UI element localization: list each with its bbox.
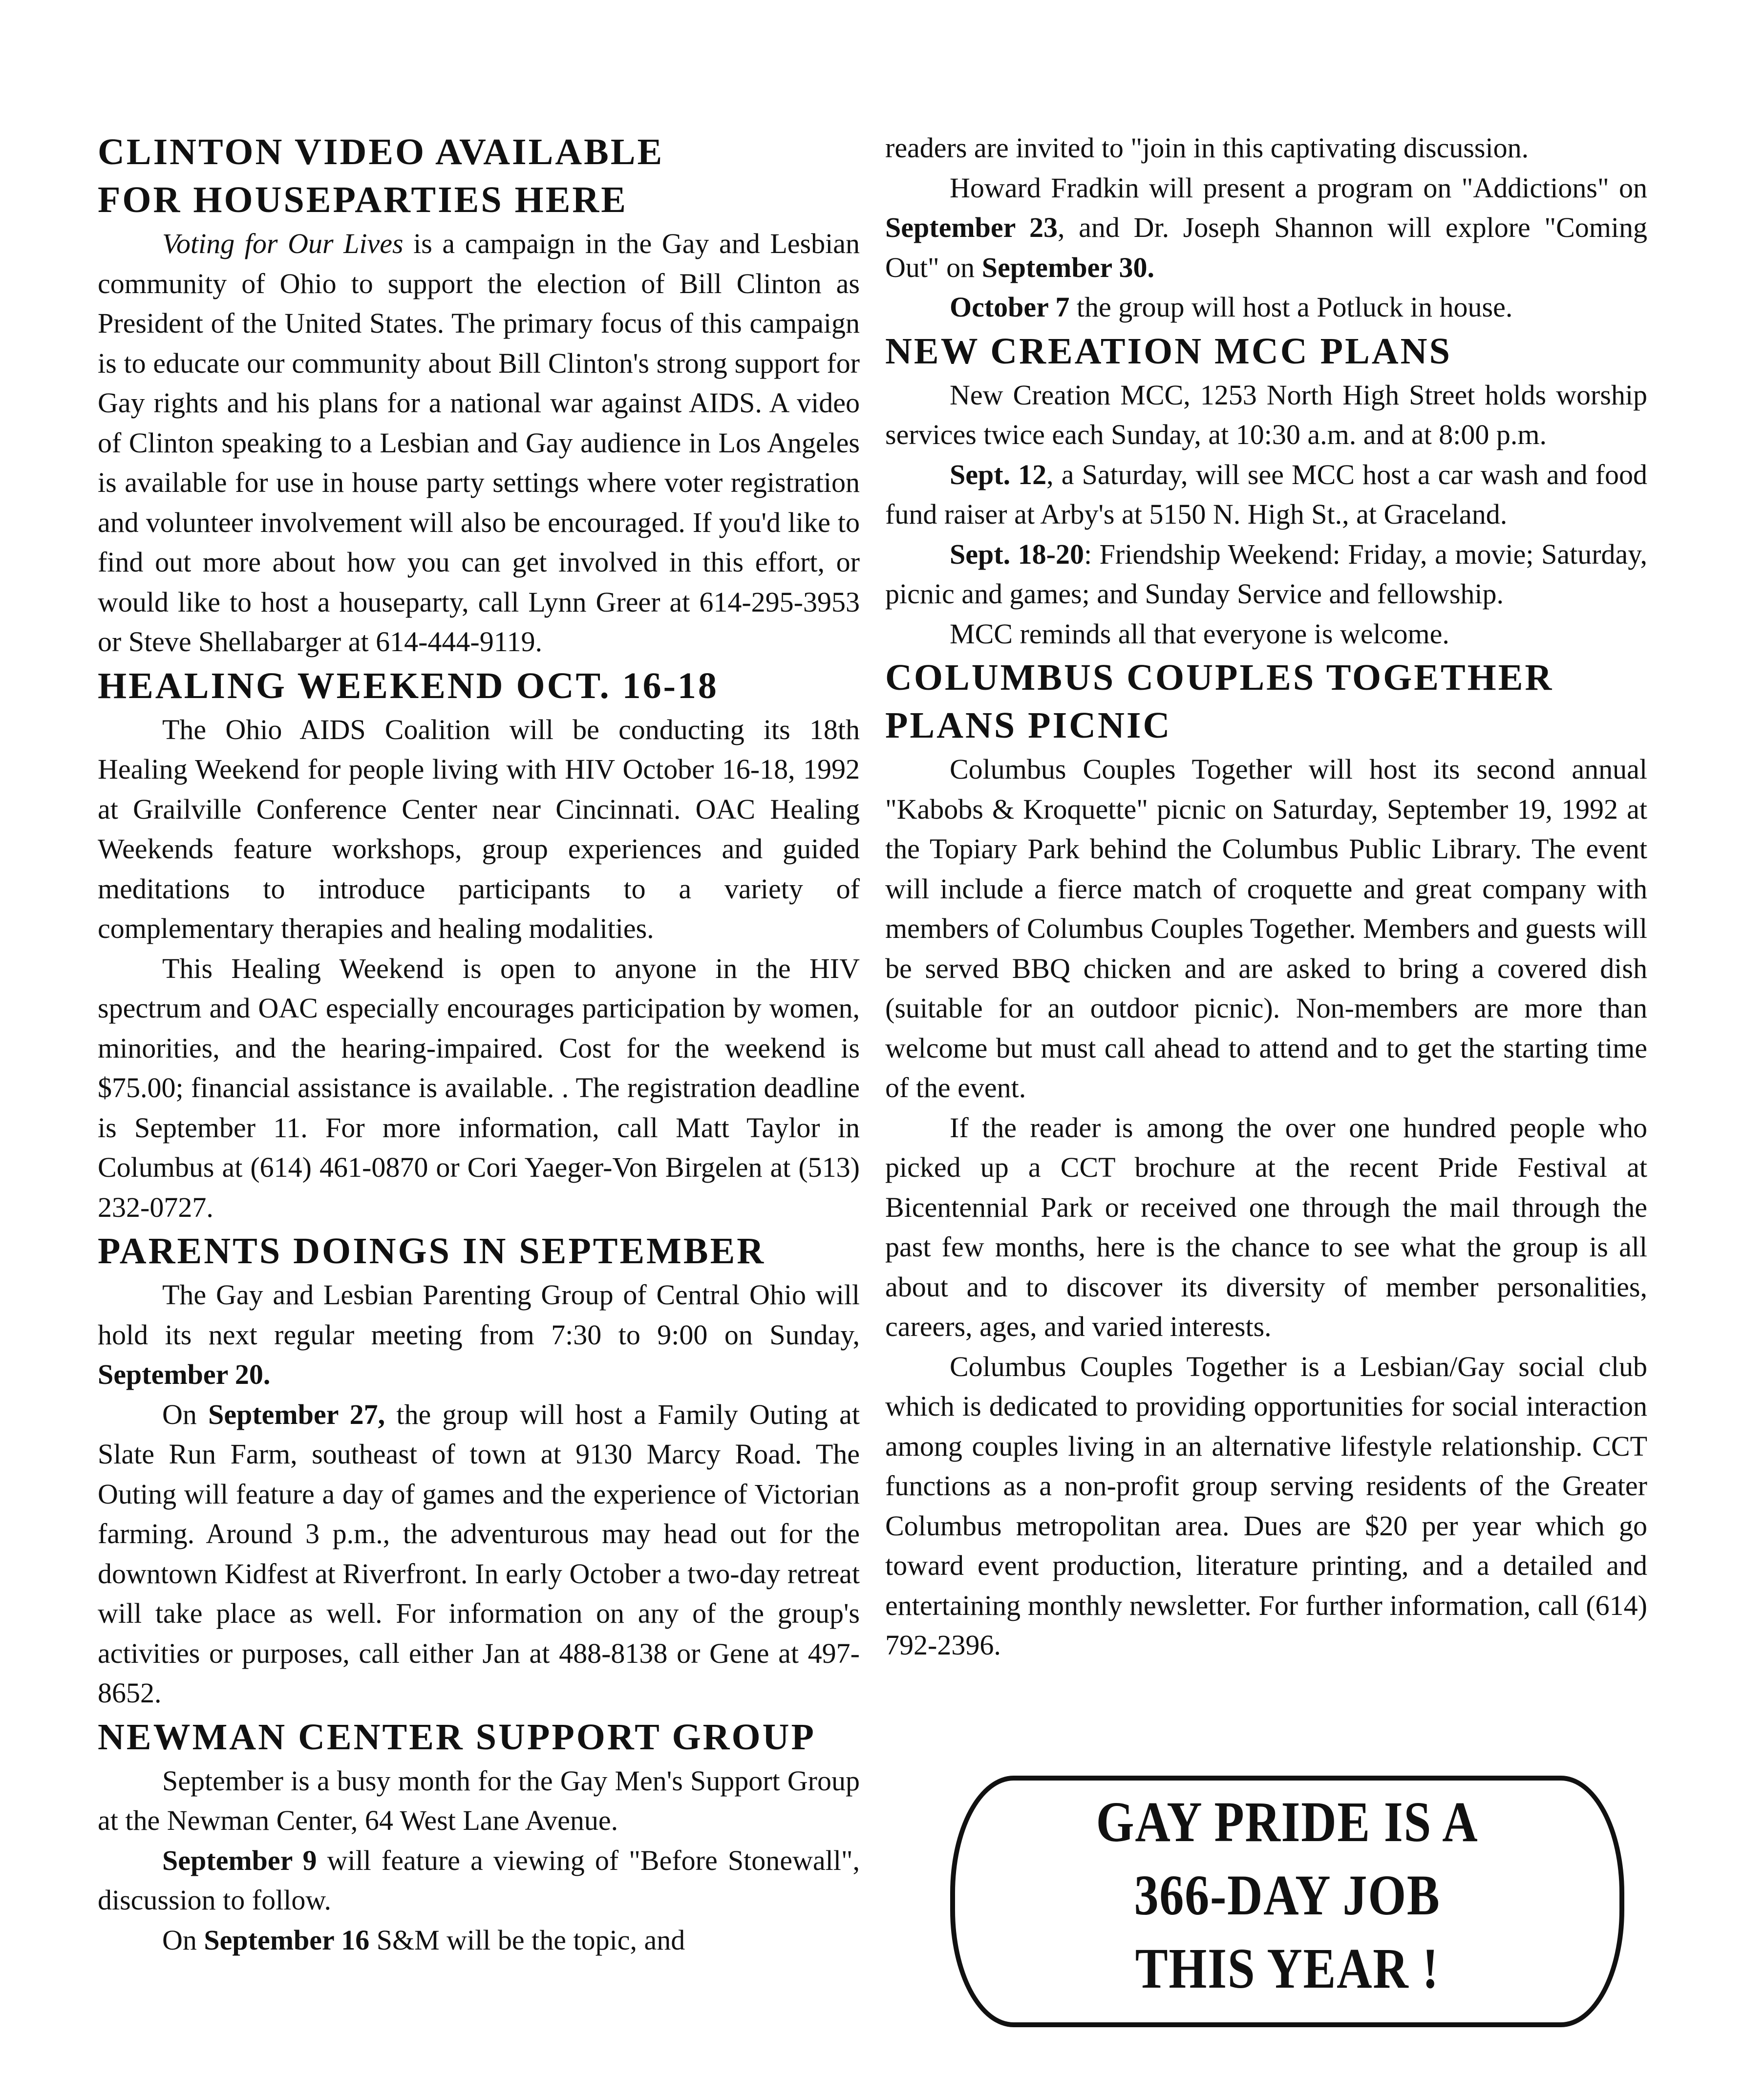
article-paragraph — [885, 168, 1647, 288]
article-paragraph — [98, 1395, 860, 1713]
bold-text: Sept. 12 — [950, 458, 1047, 490]
article-heading: COLUMBUS COUPLES TOGETHER — [885, 657, 1554, 698]
callout-line: 366-DAY JOB — [1134, 1863, 1441, 1927]
bold-text: September 16 — [204, 1924, 370, 1956]
callout-box — [950, 1776, 1624, 2027]
text: : Friendship Weekend: Friday, a movie; Saturday, picnic and games; and Sunday Service and fellowship. — [885, 538, 1647, 610]
article-paragraph — [885, 375, 1647, 455]
text: the group will host a Family Outing at Slate Run Farm, southeast of town at 9130 Marcy Road. The Outing will feature a day of games and the experience of Victorian farming. Around 3 p.m., the adventurous may head out for the downtown Kidfest at Riverfront. In early October a two-day retreat will take place as well. For information on any of the group's activities or purposes, call either Jan at 488-8138 or Gene at 497-8652. — [98, 1398, 860, 1709]
text: If the reader is among the over one hundred people who picked up a CCT brochure at the recent Pride Festival at Bicentennial Park or received one through the mail through the past few months, here is the chance to see what the group is all about and to discover its diversity of member personalities, careers, ages, and varied interests. — [885, 1111, 1647, 1342]
article-paragraph — [885, 287, 1647, 327]
text: September is a busy month for the Gay Men's Support Group at the Newman Center, 64 West Lane Avenue. — [98, 1764, 860, 1836]
bold-text: September 9 — [162, 1844, 317, 1876]
article — [98, 128, 860, 662]
callout-line: THIS YEAR ! — [1135, 1936, 1440, 2000]
text: Columbus Couples Together will host its second annual "Kabobs & Kroquette" picnic on Saturday, September 19, 1992 at the Topiary Park behind the Columbus Public Library. The event will include a fierce match of croquette and great company with members of Columbus Couples Together. Members and guests will be served BBQ chicken and are asked to bring a covered dish (suitable for an outdoor picnic). Non-members are more than welcome but must call ahead to attend and to get the starting time of the event. — [885, 753, 1647, 1103]
text: the group will host a Potluck in house. — [1069, 291, 1513, 323]
article — [98, 662, 860, 1228]
article-heading: PARENTS DOINGS IN SEPTEMBER — [98, 1230, 766, 1272]
article-heading: HEALING WEEKEND OCT. 16-18 — [98, 665, 719, 706]
text: On — [162, 1924, 204, 1956]
right-column — [885, 128, 1647, 1665]
bold-text: September 23 — [885, 212, 1058, 243]
article-paragraph — [98, 1761, 860, 1841]
article-paragraph — [885, 749, 1647, 1108]
text: The Ohio AIDS Coalition will be conducting its 18th Healing Weekend for people living with HIV October 16-18, 1992 at Grailville Conference Center near Cincinnati. OAC Healing Weekends feature workshops, group experiences and guided meditations to introduce participants to a variety of complementary therapies and healing modalities. — [98, 713, 860, 944]
bold-text: September 20. — [98, 1358, 271, 1390]
text: will feature a viewing of "Before Stonewall", discussion to follow. — [98, 1844, 860, 1916]
text: This Healing Weekend is open to anyone in the HIV spectrum and OAC especially encourages participation by women, minorities, and the hearing-impaired. Cost for the weekend is $75.00; financial assistance is available. . The registration deadline is September 11. For more information, call Matt Taylor in Columbus at (614) 461-0870 or Cori Yaeger-Von Birgelen at (513) 232-0727. — [98, 952, 860, 1223]
callout-line: GAY PRIDE IS A — [1096, 1790, 1479, 1854]
text: The Gay and Lesbian Parenting Group of Central Ohio will hold its next regular meeting from 7:30 to 9:00 on Sunday, — [98, 1279, 860, 1351]
article-heading: FOR HOUSEPARTIES HERE — [98, 179, 628, 220]
article-paragraph — [885, 1108, 1647, 1347]
text: MCC reminds all that everyone is welcome. — [950, 617, 1449, 650]
article — [98, 1227, 860, 1713]
article-paragraph — [98, 1841, 860, 1920]
article-heading: NEWMAN CENTER SUPPORT GROUP — [98, 1716, 816, 1758]
article — [98, 1713, 860, 1960]
text: On — [162, 1398, 209, 1430]
article-heading: NEW CREATION MCC PLANS — [885, 330, 1452, 372]
bold-text: September 30. — [981, 251, 1155, 283]
article-paragraph — [98, 1920, 860, 1960]
article — [885, 654, 1647, 1665]
article-paragraph — [885, 455, 1647, 534]
left-column — [98, 128, 860, 1960]
text: , a Saturday, will see MCC host a car wash and food fund raiser at Arby's at 5150 N. High St., at Graceland. — [885, 458, 1647, 530]
article-paragraph — [98, 949, 860, 1228]
article-paragraph — [885, 128, 1647, 168]
bold-text: Sept. 18-20 — [950, 538, 1084, 570]
text: is a campaign in the Gay and Lesbian community of Ohio to support the election of Bill Clinton as President of the United States. The primary focus of this campaign is to educate our community about Bill Clinton's strong support for Gay rights and his plans for a national war against AIDS. A video of Clinton speaking to a Lesbian and Gay audience in Los Angeles is available for use in house party settings where voter registration and volunteer involvement will also be encouraged. If you'd like to find out more about how you can get involved in this effort, or would like to host a houseparty, call Lynn Greer at 614-295-3953 or Steve Shellabarger at 614-444-9119. — [98, 228, 860, 658]
article — [885, 327, 1647, 654]
article-paragraph — [885, 1347, 1647, 1665]
text: , and Dr. Joseph Shannon will explore "Coming Out" on — [885, 212, 1647, 283]
italic-text: Voting for Our Lives — [162, 228, 404, 259]
text: Columbus Couples Together is a Lesbian/Gay social club which is dedicated to providing opportunities for social interaction among couples living in an alternative lifestyle relationship. CCT functions as a non-profit group serving residents of the Greater Columbus metropolitan area. Dues are $20 per year which go toward event production, literature printing, and a detailed and entertaining monthly newsletter. For further information, call (614) 792-2396. — [885, 1350, 1647, 1661]
text: New Creation MCC, 1253 North High Street holds worship services twice each Sunday, at 10:30 a.m. and at 8:00 p.m. — [885, 379, 1647, 450]
article-paragraph — [98, 224, 860, 662]
article — [885, 128, 1647, 327]
text: S&M will be the topic, and — [369, 1924, 685, 1956]
bold-text: October 7 — [950, 291, 1070, 323]
article-paragraph — [885, 534, 1647, 614]
text: Howard Fradkin will present a program on "Addictions" on — [950, 171, 1647, 204]
article-paragraph — [98, 1275, 860, 1395]
article-heading: PLANS PICNIC — [885, 705, 1172, 746]
bold-text: September 27, — [208, 1398, 385, 1430]
article-heading: CLINTON VIDEO AVAILABLE — [98, 131, 664, 172]
text: readers are invited to "join in this captivating discussion. — [885, 132, 1529, 164]
article-paragraph — [98, 710, 860, 949]
article-paragraph — [885, 614, 1647, 654]
